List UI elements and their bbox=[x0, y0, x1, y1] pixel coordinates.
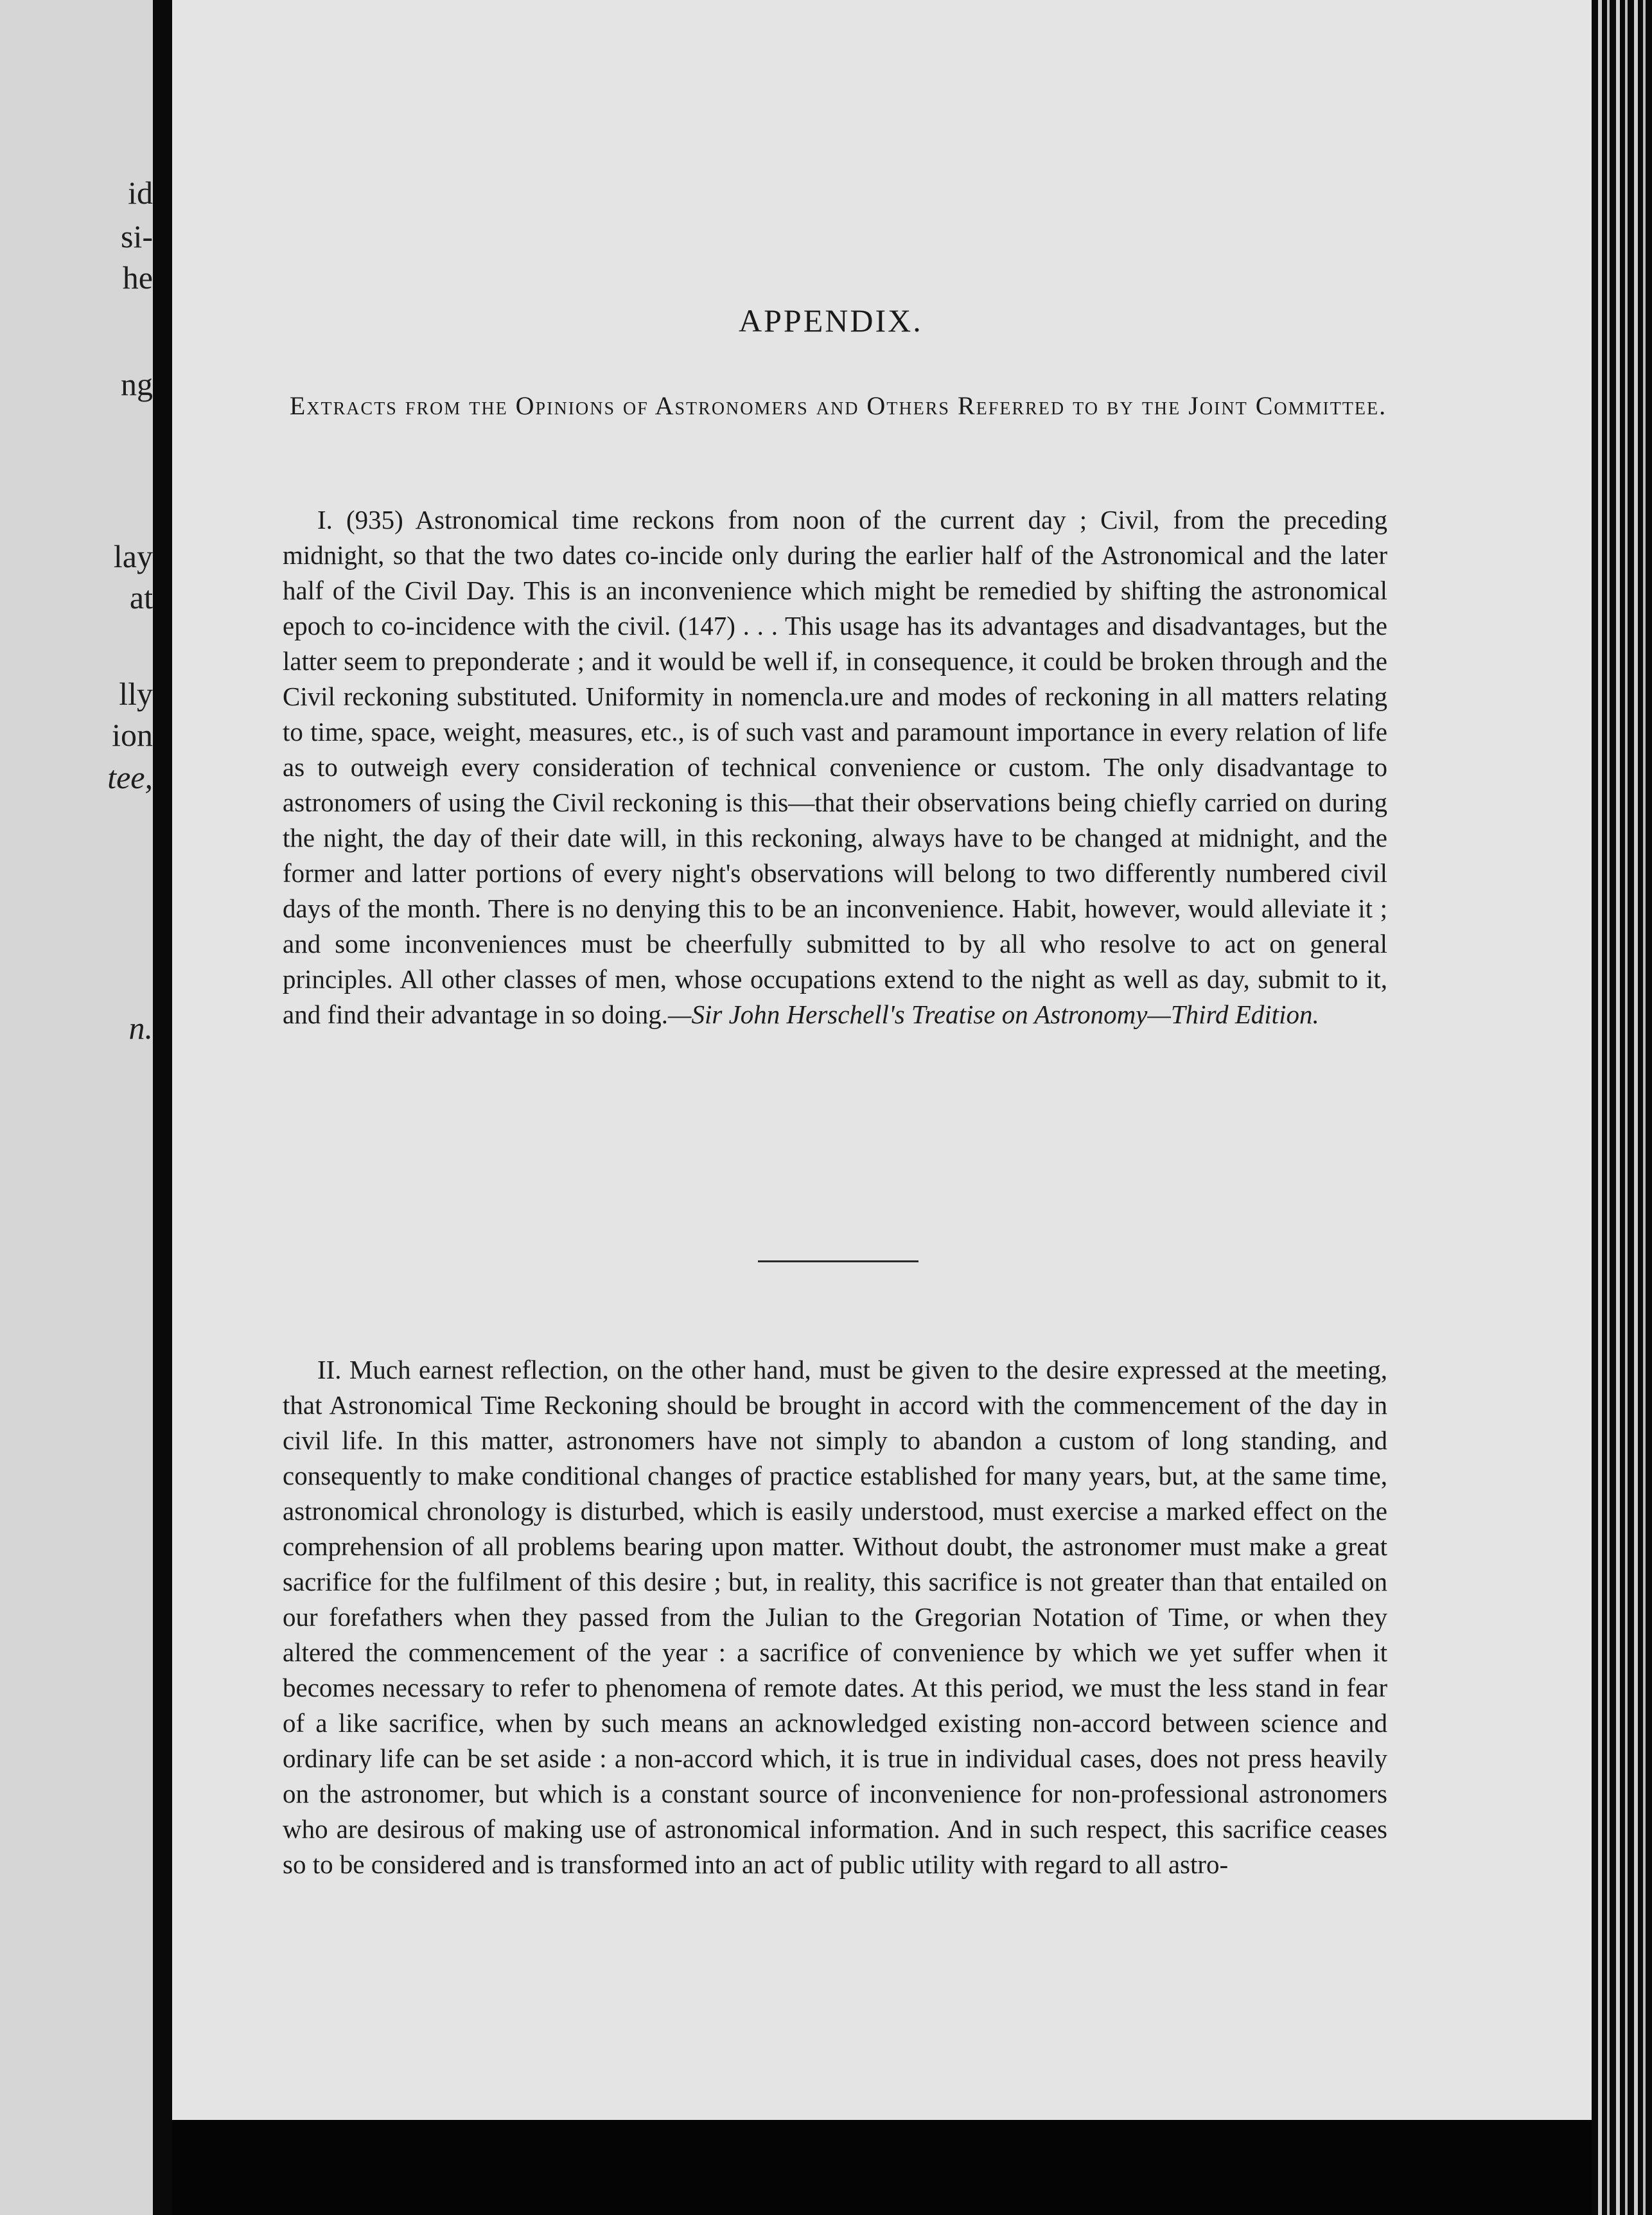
left-fragment-8: ion bbox=[112, 717, 153, 753]
left-fragment-5: lay bbox=[113, 538, 153, 574]
page-title: APPENDIX. bbox=[739, 303, 923, 339]
paragraph-1-text: I. (935) Astronomical time reckons from noon of the current day ; Civil, from the preceding midnight, so that the two dates co-incide only during the earlier half of the Astronomical and the later half of the Civil Day. This is an inconvenience which might be remedied by shifting the astronomical epoch to co-incidence with the civil. (147) . . . This usage has its advantages and disadvantages, but the latter seem to preponderate ; and it would be well if, in consequence, it could be broken through and the Civil reckoning substituted. Uniformity in nomencla.ure and modes of reckoning in all matters relating to time, space, weight, measures, etc., is of such vast and paramount importance in every relation of life as to outweigh every consideration of technical convenience or custom. The only disadvantage to astronomers of using the Civil reckoning is this—that their observations being chiefly carried on during the night, the day of their date will, in this reckoning, always have to be changed at midnight, and the former and latter portions of every night's observations will belong to two differently numbered civil days of the month. There is no denying this to be an inconvenience. Habit, however, would alleviate it ; and some inconveniences must be cheerfully submitted to by all who resolve to act on general principles. All other classes of men, whose occupations extend to the night as well as day, submit to it, and find their advantage in so doing. bbox=[283, 505, 1387, 1029]
paragraph-2-text: II. Much earnest reflection, on the other hand, must be given to the desire expressed at the meeting, that Astronomical Time Reckoning should be brought in accord with the commencement of the day in civil life. In this matter, astronomers have not simply to abandon a custom of long standing, and consequently to make conditional changes of practice established for many years, but, at the same time, astronomical chronology is disturbed, which is easily understood, must exercise a marked effect on the comprehension of all problems bearing upon matter. Without doubt, the astronomer must make a great sacrifice for the fulfilment of this desire ; but, in reality, this sacrifice is not greater than that entailed on our forefathers when they passed from the Julian to the Gregorian Notation of Time, or when they altered the commencement of the year : a sacrifice of convenience by which we yet suffer when it becomes necessary to refer to phenomena of remote dates. At this period, we must the less stand in fear of a like sacrifice, when by such means an acknowledged existing non-accord between science and ordinary life can be set aside : a non-accord which, it is true in individual cases, does not press heavily on the astronomer, but which is a constant source of inconvenience for non-professional astronomers who are desirous of making use of astronomical information. And in such respect, this sacrifice ceases so to be considered and is transformed into an act of public utility with regard to all astro- bbox=[283, 1355, 1387, 1879]
left-fragment-2: si- bbox=[121, 218, 153, 254]
left-fragment-6: at bbox=[129, 579, 153, 615]
book-gutter bbox=[153, 0, 172, 2215]
left-fragment-3: he bbox=[122, 260, 153, 296]
left-page-fragment bbox=[0, 0, 153, 2215]
paragraph-1-citation: —Sir John Herschell's Treatise on Astronomy—Third Edition. bbox=[668, 1000, 1319, 1029]
left-fragment-10: n. bbox=[128, 1010, 153, 1046]
left-fragment-7: lly bbox=[119, 676, 153, 712]
left-fragment-9: tee, bbox=[107, 759, 153, 795]
left-fragment-1: id bbox=[128, 175, 153, 211]
section-divider bbox=[758, 1260, 918, 1262]
page-edges bbox=[1592, 0, 1652, 2215]
page-bottom-shadow bbox=[172, 2120, 1592, 2215]
paragraph-1 bbox=[283, 502, 1387, 1032]
paragraph-2 bbox=[283, 1352, 1387, 1882]
page-subtitle: Extracts from the Opinions of Astronomers and Others Referred to by the Joint Committee. bbox=[289, 391, 1387, 420]
left-fragment-4: ng bbox=[121, 366, 153, 402]
